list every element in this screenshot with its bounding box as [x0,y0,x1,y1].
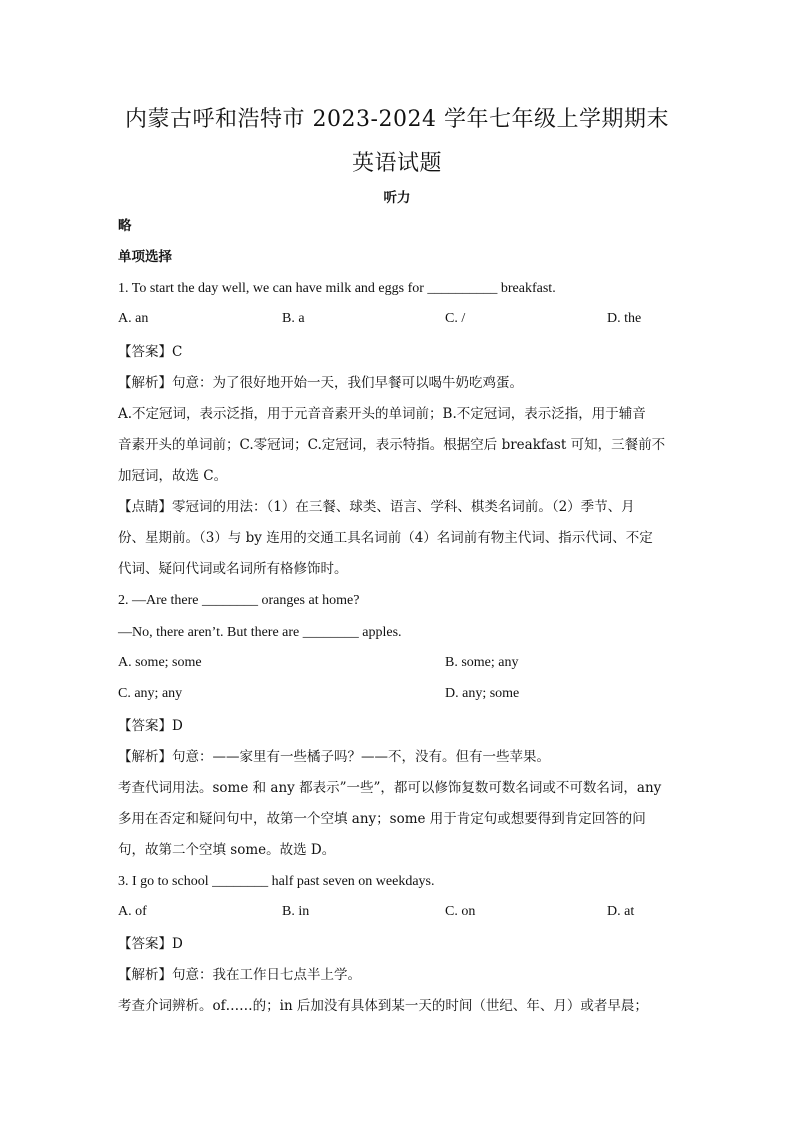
q2-analysis-line: 考查代词用法。some 和 any 都表示”一些”，都可以修饰复数可数名词或不可数名词，any [118,780,662,796]
q1-analysis-line: 【解析】句意：为了很好地开始一天，我们早餐可以喝牛奶吃鸡蛋。 [118,375,523,391]
q2-analysis-line: 多用在否定和疑问句中，故第一个空填 any；some 用于肯定句或想要得到肯定回答的问 [118,811,646,827]
listening-note: 略 [118,218,132,234]
q3-answer: 【答案】D [118,936,183,952]
q2-answer: 【答案】D [118,718,183,734]
q3-option-a: A. of [118,904,147,919]
q3-analysis-line: 考查介词辨析。of……的；in 后加没有具体到某一天的时间（世纪、年、月）或者早晨； [118,998,648,1014]
page-subtitle: 英语试题 [351,151,442,176]
section-listening-heading: 听力 [383,190,411,206]
q2-stem: 2. —Are there ________ oranges at home? [118,593,360,608]
q1-tip-line: 份、星期前。（3）与 by 连用的交通工具名词前（4）名词前有物主代词、指示代词、不定 [118,530,653,546]
q3-analysis-line: 【解析】句意：我在工作日七点半上学。 [118,967,361,983]
q1-stem: 1. To start the day well, we can have milk and eggs for __________ breakfast. [118,281,556,296]
q3-option-b: B. in [282,904,310,919]
q1-analysis-line: 加冠词，故选 C。 [118,468,228,484]
q1-option-c: C. / [445,311,466,326]
q1-tip-line: 代词、疑问代词或名词所有格修饰时。 [118,561,348,577]
q1-option-b: B. a [282,311,305,326]
q1-answer: 【答案】C [118,344,183,360]
page-title: 内蒙古呼和浩特市 2023-2024 学年七年级上学期期末 [125,107,669,132]
q2-option-b: B. some; any [445,655,519,670]
q2-option-a: A. some; some [118,655,202,670]
q2-analysis-line: 句，故第二个空填 some。故选 D。 [118,842,336,858]
q1-tip-line: 【点睛】零冠词的用法：（1）在三餐、球类、语言、学科、棋类名词前。（2）季节、月 [118,499,635,515]
q3-stem: 3. I go to school ________ half past seven on weekdays. [118,874,435,889]
q1-analysis-line: 音素开头的单词前；C.零冠词；C.定冠词，表示特指。根据空后 breakfast 可知，三餐前不 [118,437,666,453]
q2-stem: —No, there aren’t. But there are ________ apples. [118,625,402,640]
q2-option-c: C. any; any [118,686,183,701]
section-single-choice-heading: 单项选择 [118,249,172,265]
q1-analysis-line: A.不定冠词，表示泛指，用于元音音素开头的单词前；B.不定冠词，表示泛指，用于辅音 [118,406,646,422]
q2-option-d: D. any; some [445,686,520,701]
q2-analysis-line: 【解析】句意：——家里有一些橘子吗？——不，没有。但有一些苹果。 [118,749,550,765]
q3-option-c: C. on [445,904,476,919]
q1-option-d: D. the [607,311,642,326]
q1-option-a: A. an [118,311,149,326]
q3-option-d: D. at [607,904,635,919]
